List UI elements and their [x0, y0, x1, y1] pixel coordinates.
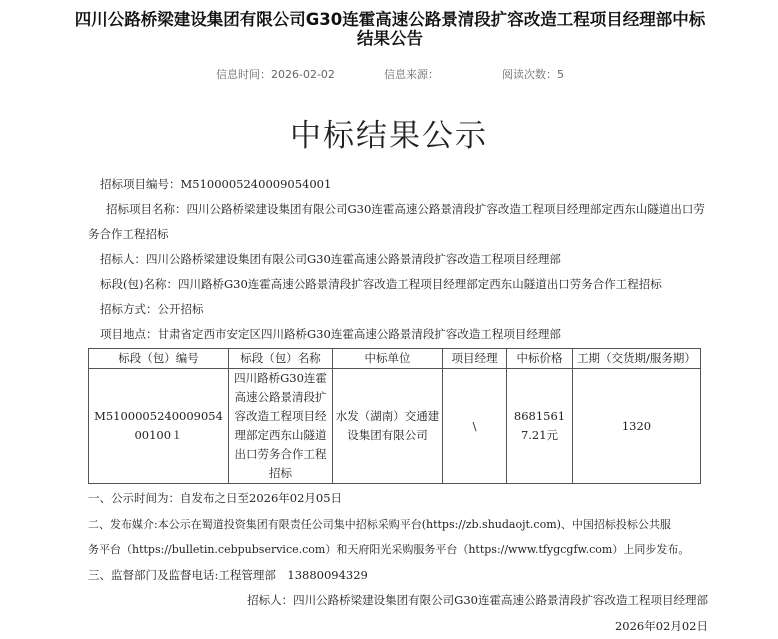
project-number: 招标项目编号：M5100005240009054001 — [88, 172, 708, 197]
project-location: 项目地点：甘肃省定西市安定区四川路桥G30连霍高速公路景清段扩容改造工程项目经理部 — [88, 322, 708, 347]
col-header: 工期（交货期/服务期） — [573, 349, 701, 369]
cell-winner: 水发（湖南）交通建设集团有限公司 — [333, 369, 443, 484]
view-count: 阅读次数：5 — [502, 66, 564, 82]
page-title: 四川公路桥梁建设集团有限公司G30连霍高速公路景清段扩容改造工程项目经理部中标结果公告 — [72, 10, 708, 48]
cell-section-name: 四川路桥G30连霍高速公路景清段扩容改造工程项目经理部定西东山隧道出口劳务合作工程招标 — [229, 369, 333, 484]
col-header: 标段（包）编号 — [89, 349, 229, 369]
notice-period: 一、公示时间为：自发布之日至2026年02月05日 — [88, 486, 708, 512]
supervision: 三、监督部门及监督电话:工程管理部 13880094329 — [88, 563, 708, 589]
project-name: 招标项目名称：四川公路桥梁建设集团有限公司G30连霍高速公路景清段扩容改造工程项目经理部定西东山隧道出口劳 — [88, 197, 708, 222]
tenderer: 招标人：四川公路桥梁建设集团有限公司G30连霍高速公路景清段扩容改造工程项目经理部 — [88, 247, 708, 272]
signer: 招标人：四川公路桥梁建设集团有限公司G30连霍高速公路景清段扩容改造工程项目经理部 — [88, 588, 708, 614]
result-table — [88, 348, 701, 484]
publish-media-cont: 务平台（https://bulletin.cebpubservice.com）和天府阳光采购服务平台（https://www.tfygcgfw.com）上同步发布。 — [88, 537, 708, 563]
col-header: 中标价格 — [507, 349, 573, 369]
info-source: 信息来源： — [384, 66, 439, 82]
cell-price: 86815617.21元 — [507, 369, 573, 484]
meta-row — [0, 66, 778, 82]
section-name: 标段(包)名称：四川路桥G30连霍高速公路景清段扩容改造工程项目经理部定西东山隧道出口劳务合作工程招标 — [88, 272, 708, 297]
col-header: 标段（包）名称 — [229, 349, 333, 369]
tender-method: 招标方式：公开招标 — [88, 297, 708, 322]
table-header-row — [89, 349, 701, 369]
cell-section-no: M510000524000905400100１ — [89, 369, 229, 484]
col-header: 项目经理 — [443, 349, 507, 369]
cell-duration: 1320 — [573, 369, 701, 484]
document-body — [88, 172, 708, 639]
sign-date: 2026年02月02日 — [88, 614, 708, 639]
cell-manager: \ — [443, 369, 507, 484]
publish-media: 二、发布媒介:本公示在蜀道投资集团有限责任公司集中招标采购平台(https://zb.shudaojt.com)、中国招标投标公共服 — [88, 512, 708, 538]
project-name-cont: 务合作工程招标 — [88, 222, 708, 247]
document-heading: 中标结果公示 — [0, 110, 778, 155]
col-header: 中标单位 — [333, 349, 443, 369]
info-time: 信息时间：2026-02-02 — [216, 66, 335, 82]
table-row — [89, 369, 701, 484]
